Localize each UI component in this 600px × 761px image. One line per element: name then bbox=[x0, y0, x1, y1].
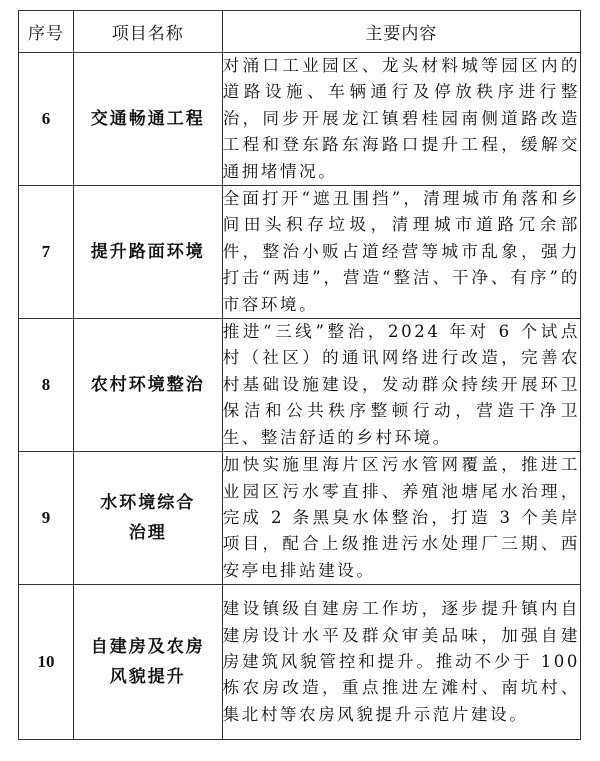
serial-number: 8 bbox=[19, 319, 74, 452]
project-name bbox=[73, 585, 222, 740]
project-name-text: 自建房及农房风貌提升 bbox=[90, 637, 205, 688]
table-row bbox=[19, 452, 581, 585]
table-row bbox=[19, 585, 581, 740]
project-name bbox=[73, 186, 222, 319]
serial-number: 6 bbox=[19, 53, 74, 186]
table-header-row bbox=[19, 11, 581, 53]
main-content: 建设镇级自建房工作坊，逐步提升镇内自建房设计水平及群众审美品味，加强自建房建筑风貌管控和提升。推动不少于 100 栋农房改造，重点推进左滩村、南坑村、集北村等农房风貌提升示范片建设。 bbox=[222, 585, 580, 740]
project-name-text: 水环境综合治理 bbox=[100, 493, 196, 544]
serial-number: 10 bbox=[19, 585, 74, 740]
project-name bbox=[73, 319, 222, 452]
project-name bbox=[73, 452, 222, 585]
project-name-text: 农村环境整治 bbox=[90, 375, 205, 396]
project-name bbox=[73, 53, 222, 186]
main-content: 全面打开“遮丑围挡”，清理城市角落和乡间田头积存垃圾，清理城市道路冗余部件，整治小贩占道经营等城市乱象，强力打击“两违”，营造“整洁、干净、有序”的市容环境。 bbox=[222, 186, 580, 319]
main-content: 推进“三线”整治，2024 年对 6 个试点村（社区）的通讯网络进行改造，完善农村基础设施建设，发动群众持续开展环卫保洁和公共秩序整顿行动，营造干净卫生、整洁舒适的乡村环境。 bbox=[222, 319, 580, 452]
project-name-text: 交通畅通工程 bbox=[90, 109, 205, 130]
project-table bbox=[18, 10, 581, 740]
table-row bbox=[19, 53, 581, 186]
header-serial-number: 序号 bbox=[19, 11, 74, 53]
table-row bbox=[19, 186, 581, 319]
serial-number: 7 bbox=[19, 186, 74, 319]
project-name-text: 提升路面环境 bbox=[90, 242, 205, 263]
header-main-content: 主要内容 bbox=[222, 11, 580, 53]
main-content: 加快实施里海片区污水管网覆盖，推进工业园区污水零直排、养殖池塘尾水治理，完成 2 条黑臭水体整治，打造 3 个美岸项目，配合上级推进污水处理厂三期、西安亭电排站建设。 bbox=[222, 452, 580, 585]
header-project-name: 项目名称 bbox=[73, 11, 222, 53]
main-content: 对涌口工业园区、龙头材料城等园区内的道路设施、车辆通行及停放秩序进行整治，同步开展龙江镇碧桂园南侧道路改造工程和登东路东海路口提升工程，缓解交通拥堵情况。 bbox=[222, 53, 580, 186]
serial-number: 9 bbox=[19, 452, 74, 585]
table-row bbox=[19, 319, 581, 452]
